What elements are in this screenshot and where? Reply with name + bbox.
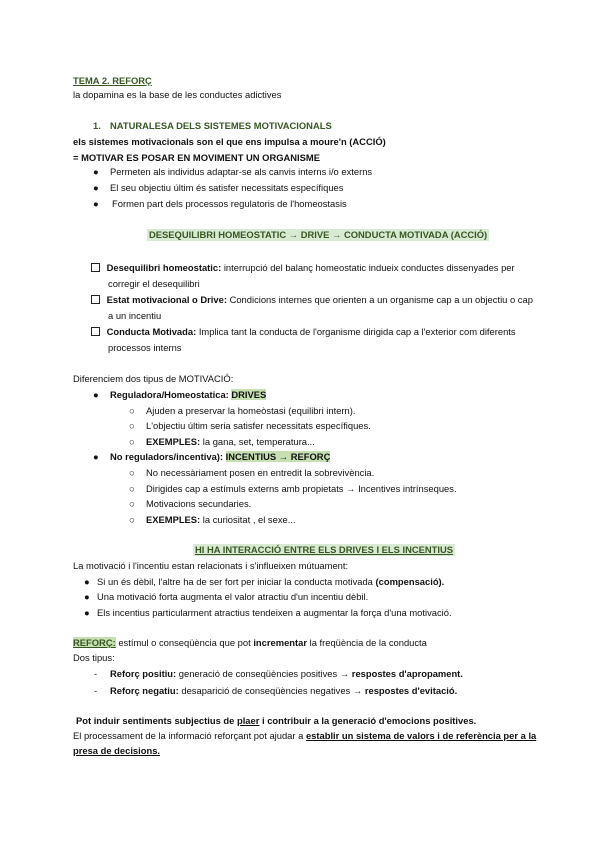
closing-line-1: [76, 715, 476, 727]
bullet-icon: ●: [93, 166, 99, 177]
type1-tag: DRIVES: [231, 389, 267, 400]
reforc-definition: [73, 637, 427, 649]
section1-bullet-2: El seu objectiu últim és satisfer necessitats específiques: [110, 182, 344, 193]
type2-row: [110, 451, 330, 463]
type1-sub-2: L'objectiu últim seria satisfer necessitats específiques.: [146, 420, 371, 431]
page-title: TEMA 2. REFORÇ: [73, 75, 152, 86]
closing-l2-underlined: establir un sistema de valors i de referència per a la: [305, 730, 537, 741]
circle-bullet-icon: ○: [129, 467, 135, 478]
reforc-negative-text: desaparició de conseqüències negatives →: [181, 685, 363, 696]
reforc-term: REFORÇ:: [73, 637, 116, 648]
bullet-icon: ●: [93, 182, 99, 193]
examples-label: EXEMPLES:: [146, 514, 201, 525]
flow-heading: DESEQUILIBRI HOMEOSTATIC → DRIVE → CONDUCTA MOTIVADA (ACCIÓ): [149, 229, 488, 240]
reforc-positive-text: generació de conseqüències positives →: [178, 668, 350, 679]
type1-sub-1: Ajuden a preservar la homeòstasi (equilibri intern).: [146, 405, 356, 416]
circle-bullet-icon: ○: [129, 436, 135, 447]
reforc-def-bold: incrementar: [253, 637, 307, 648]
reforc-positive-result: respostes d'apropament.: [351, 668, 463, 679]
section1-bullet-1: Permeten als individus adaptar-se als canvis interns i/o externs: [110, 166, 373, 177]
checkbox-icon[interactable]: [91, 263, 100, 272]
bullet-icon: ●: [93, 198, 99, 209]
closing-line-3: presa de decisions.: [73, 745, 161, 756]
bullet-icon: ●: [93, 389, 99, 400]
reforc-def-a: estímul o conseqüència que pot: [118, 637, 251, 648]
dash-bullet: -: [94, 685, 98, 696]
section1-bullet-3: Formen part dels processos regulatoris de l'homeostasis: [112, 198, 347, 209]
type1-label: Reguladora/Homeostatica:: [110, 389, 229, 400]
check-row-2: [91, 294, 533, 306]
interaction-b1-text: Si un és dèbil, l'altre ha de ser fort per iniciar la conducta motivada: [97, 576, 373, 587]
type1-sub-3: [146, 436, 315, 448]
reforc-positive-term: Reforç positiu:: [110, 668, 177, 679]
check-text: interrupció del balanç homeostatic indueix conductes dissenyades per: [223, 262, 515, 273]
section1-heading: NATURALESA DELS SISTEMES MOTIVACIONALS: [110, 120, 332, 131]
interaction-b1-bold: (compensació).: [375, 576, 445, 587]
type2-sub-4: [146, 514, 296, 526]
section1-line-a: els sistemes motivacionals son el que ens impulsa a moure'n (ACCIÓ): [73, 136, 386, 147]
circle-bullet-icon: ○: [129, 420, 135, 431]
check-row-3: [91, 326, 516, 338]
interaction-heading: HI HA INTERACCIÓ ENTRE ELS DRIVES I ELS INCENTIUS: [195, 544, 454, 555]
closing-line-2: [73, 730, 536, 742]
bullet-icon: ●: [84, 576, 90, 587]
checkbox-icon[interactable]: [91, 327, 100, 336]
check-term: Conducta Motivada:: [106, 326, 197, 337]
bullet-icon: ●: [84, 607, 90, 618]
closing-l1-b: i contribuir a la generació d'emocions positives.: [262, 715, 477, 726]
type2-tag: INCENTIUS → REFORÇ: [225, 451, 331, 462]
check-text-cont: processos interns: [108, 342, 182, 353]
types-intro: Diferenciem dos tipus de MOTIVACIÓ:: [73, 373, 234, 384]
circle-bullet-icon: ○: [129, 498, 135, 509]
checkbox-icon[interactable]: [91, 295, 100, 304]
reforc-two-types: Dos tipus:: [73, 652, 115, 663]
reforc-negative-term: Reforç negatiu:: [110, 685, 179, 696]
check-term: Estat motivacional o Drive:: [106, 294, 227, 305]
reforc-def-b: la freqüència de la conducta: [309, 637, 427, 648]
examples-text: la curiositat , el sexe...: [202, 514, 296, 525]
check-row-1: [91, 262, 515, 274]
examples-text: la gana, set, temperatura...: [202, 436, 315, 447]
reforc-negative: [110, 685, 457, 697]
interaction-bullet-3: Els incentius particularment atractius tendeixen a augmentar la força d'una motivació.: [97, 607, 452, 618]
type1-row: [110, 389, 266, 401]
type2-sub-3: Motivacions secundaries.: [146, 498, 252, 509]
closing-l2-a: El processament de la informació reforçant pot ajudar a: [73, 730, 304, 741]
dash-bullet: -: [94, 668, 98, 679]
examples-label: EXEMPLES:: [146, 436, 201, 447]
section1-line-b: = MOTIVAR ES POSAR EN MOVIMENT UN ORGANISME: [73, 152, 320, 163]
type2-sub-2: Dirigides cap a estímuls externs amb propietats → Incentives intrínseques.: [146, 483, 457, 494]
check-text: Condicions internes que orienten a un organisme cap a un objectiu o cap: [229, 294, 533, 305]
reforc-positive: [110, 668, 463, 680]
circle-bullet-icon: ○: [129, 405, 135, 416]
check-text-cont: a un incentiu: [108, 310, 162, 321]
interaction-bullet-1: [97, 576, 444, 588]
bullet-icon: ●: [93, 451, 99, 462]
closing-l1-a: Pot induir sentiments subjectius de: [76, 715, 235, 726]
subtitle: la dopamina es la base de les conductes adictives: [73, 89, 282, 100]
interaction-bullet-2: Una motivació forta augmenta el valor atractiu d'un incentiu dèbil.: [97, 591, 369, 602]
type2-sub-1: No necessàriament posen en entredit la sobrevivència.: [146, 467, 375, 478]
section1-number: 1.: [93, 120, 101, 131]
check-text-cont: corregir el desequilibri: [108, 278, 200, 289]
bullet-icon: ●: [84, 591, 90, 602]
circle-bullet-icon: ○: [129, 514, 135, 525]
circle-bullet-icon: ○: [129, 483, 135, 494]
check-text: Implica tant la conducta de l'organisme dirigida cap a l'exterior com diferents: [198, 326, 516, 337]
check-term: Desequilibri homeostatic:: [106, 262, 222, 273]
reforc-negative-result: respostes d'evitació.: [364, 685, 458, 696]
closing-l1-underlined: plaer: [236, 715, 260, 726]
interaction-intro: La motivació i l'incentiu estan relacionats i s'influeixen mútuament:: [73, 560, 349, 571]
type2-label: No reguladors/incentiva):: [110, 451, 224, 462]
